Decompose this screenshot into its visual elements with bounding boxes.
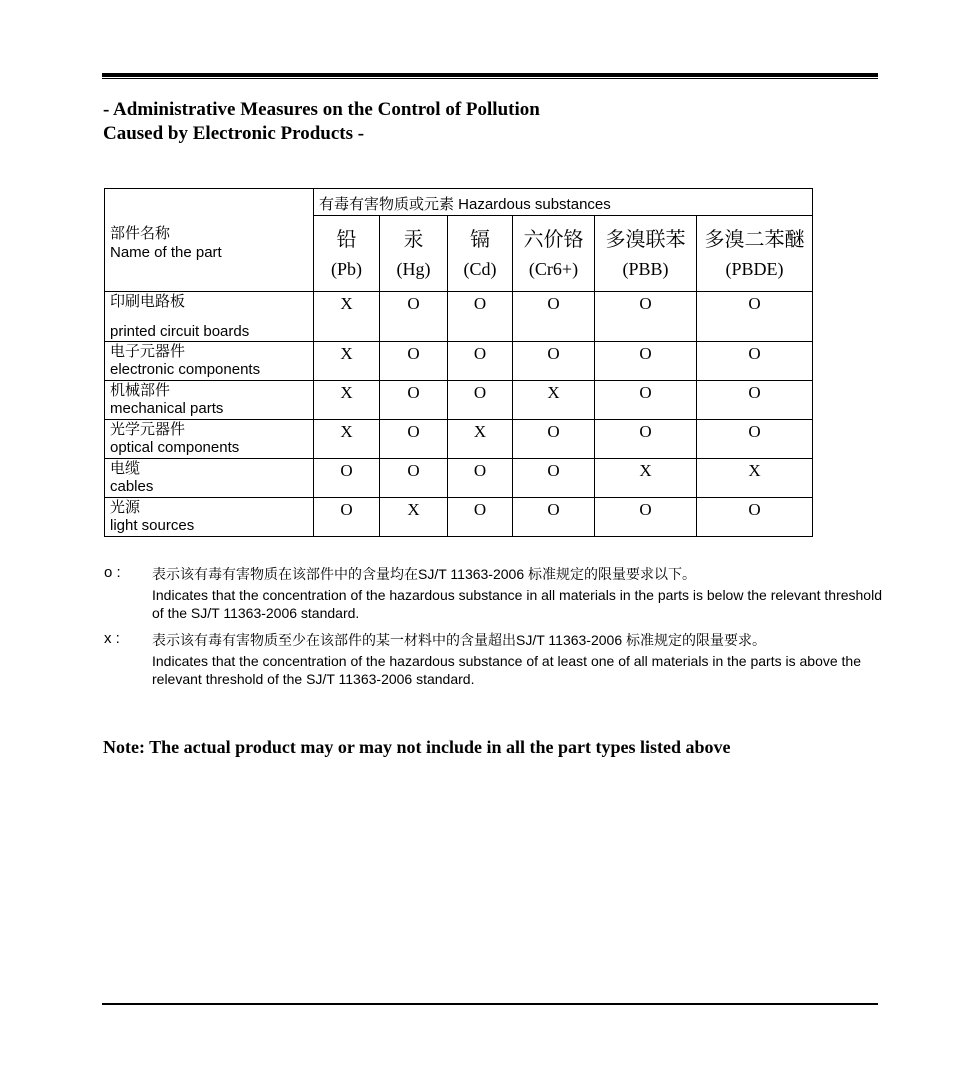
mark-cell: X: [448, 420, 513, 459]
mark-cell: X: [595, 459, 697, 498]
substance-header: 六价铬 (Cr6+): [513, 216, 595, 292]
substance-header: 铅 (Pb): [314, 216, 380, 292]
legend-x-cn: 表示该有毒有害物质至少在该部件的某一材料中的含量超出SJ/T 11363-2006 标准规定的限量要求。: [152, 632, 767, 648]
substance-header: 镉 (Cd): [448, 216, 513, 292]
part-name-cell: 机械部件 mechanical parts: [105, 381, 314, 420]
part-name-cell: 印刷电路板 printed circuit boards: [105, 292, 314, 342]
table-row: [105, 498, 813, 537]
mark-cell: O: [595, 342, 697, 381]
heading-line-1: - Administrative Measures on the Control of Pollution: [103, 99, 540, 120]
legend: [104, 562, 894, 688]
mark-cell: O: [697, 420, 813, 459]
legend-o-symbol: o :: [104, 564, 121, 581]
mark-cell: O: [448, 381, 513, 420]
mark-cell: O: [448, 292, 513, 342]
legend-x-symbol: x :: [104, 630, 120, 647]
header-rule: [102, 73, 878, 77]
legend-o: [104, 562, 894, 622]
mark-cell: X: [380, 498, 448, 537]
table-row: [105, 292, 813, 342]
hazardous-substances-table: [104, 188, 813, 537]
mark-cell: O: [595, 292, 697, 342]
mark-cell: O: [595, 381, 697, 420]
part-name-header: [105, 189, 314, 292]
substance-header: 多溴联苯 (PBB): [595, 216, 697, 292]
mark-cell: O: [380, 342, 448, 381]
substance-header: 多溴二苯醚 (PBDE): [697, 216, 813, 292]
mark-cell: O: [513, 292, 595, 342]
part-header-cn: 部件名称: [110, 225, 171, 242]
mark-cell: O: [380, 420, 448, 459]
part-name-cell: 电子元器件 electronic components: [105, 342, 314, 381]
legend-o-en: Indicates that the concentration of the hazardous substance in all materials in the parts is below the relevant threshold of the SJ/T 11363-2006 standard.: [152, 587, 882, 621]
mark-cell: O: [513, 459, 595, 498]
mark-cell: O: [697, 498, 813, 537]
mark-cell: O: [595, 498, 697, 537]
part-header-en: Name of the part: [110, 244, 222, 261]
mark-cell: O: [513, 498, 595, 537]
legend-o-cn: 表示该有毒有害物质在该部件中的含量均在SJ/T 11363-2006 标准规定的限量要求以下。: [152, 566, 697, 582]
mark-cell: O: [513, 342, 595, 381]
table-row: [105, 342, 813, 381]
mark-cell: O: [448, 342, 513, 381]
mark-cell: O: [314, 498, 380, 537]
mark-cell: O: [448, 498, 513, 537]
part-name-cell: 光源 light sources: [105, 498, 314, 537]
mark-cell: O: [380, 459, 448, 498]
page-heading: [103, 98, 540, 146]
legend-x-en: Indicates that the concentration of the hazardous substance of at least one of all materials in the parts is above the relevant threshold of the SJ/T 11363-2006 standard.: [152, 653, 861, 687]
mark-cell: O: [697, 381, 813, 420]
mark-cell: O: [380, 381, 448, 420]
table-row: [105, 459, 813, 498]
mark-cell: X: [314, 342, 380, 381]
mark-cell: O: [697, 342, 813, 381]
substance-header: 汞 (Hg): [380, 216, 448, 292]
part-name-cell: 电缆 cables: [105, 459, 314, 498]
legend-x: [104, 628, 894, 688]
mark-cell: X: [697, 459, 813, 498]
heading-line-2: Caused by Electronic Products -: [103, 123, 365, 144]
table-row: [105, 381, 813, 420]
mark-cell: X: [513, 381, 595, 420]
mark-cell: O: [595, 420, 697, 459]
mark-cell: O: [697, 292, 813, 342]
note-text: Note: The actual product may or may not include in all the part types listed above: [103, 737, 731, 757]
hazardous-substances-header: 有毒有害物质或元素 Hazardous substances: [314, 189, 813, 216]
mark-cell: O: [380, 292, 448, 342]
footer-rule: [102, 1003, 878, 1005]
mark-cell: X: [314, 381, 380, 420]
mark-cell: O: [513, 420, 595, 459]
part-name-cell: 光学元器件 optical components: [105, 420, 314, 459]
table-row: [105, 420, 813, 459]
table-header-row: [105, 189, 813, 216]
mark-cell: X: [314, 420, 380, 459]
mark-cell: O: [448, 459, 513, 498]
mark-cell: X: [314, 292, 380, 342]
mark-cell: O: [314, 459, 380, 498]
